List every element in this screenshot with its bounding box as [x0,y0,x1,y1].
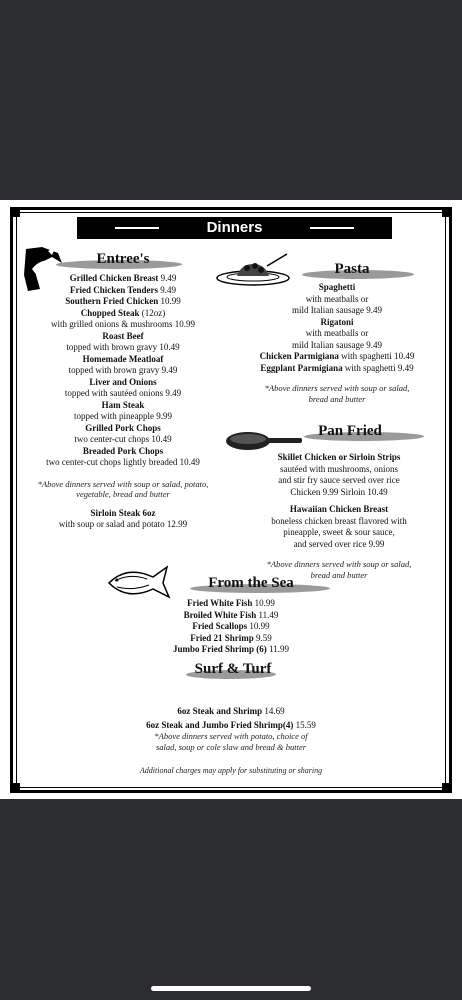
menu-item: Broiled White Fish 11.49 [183,609,279,620]
pasta-note: bread and butter [308,393,366,404]
menu-item: Ham Steak [101,399,145,410]
frame-corner [10,207,20,217]
menu-item-desc: two center-cut chops 10.49 [74,434,172,444]
menu-item: Liver and Onions [89,376,157,387]
frame-corner [442,207,452,217]
menu-item-desc: topped with sautéed onions 9.49 [64,388,182,398]
surf-turf-heading: Surf & Turf [194,660,272,677]
menu-item-desc: mild Italian sausage 9.49 [292,305,382,315]
pan-fried-heading: Pan Fried [318,423,382,439]
entrees-heading: Entree's [96,251,150,267]
footer-note: Additional charges may apply for substituting or sharing [139,766,323,775]
menu-item: Fried Chicken Tenders 9.49 [69,284,176,295]
entrees-note: *Above dinners served with soup or salad, potato, [37,478,209,489]
surf-turf-note: salad, soup or cole slaw and bread & butter [155,741,307,752]
menu-item-desc: sautéed with mushrooms, onions [280,463,398,474]
menu-item: Skillet Chicken or Sirloin Strips [277,452,401,462]
surf-turf-note: *Above dinners served with potato, choice of [154,731,308,741]
menu-item: Grilled Pork Chops [85,422,161,433]
menu-item: Spaghetti [318,282,356,292]
menu-item-desc: with meatballs or [305,293,369,304]
menu-item: Fried White Fish 10.99 [187,598,275,608]
menu-page [0,200,462,799]
footer [40,766,422,777]
menu-item: Eggplant Parmigiana with spaghetti 9.49 [260,362,414,373]
surf-turf-section [110,706,352,752]
pan-fried-note: *Above dinners served with soup or salad, [266,559,412,569]
menu-item-desc: with meatballs or [305,328,369,338]
pan-fried-section [234,420,444,580]
menu-item: Homemade Meatloaf [82,353,164,364]
menu-item-desc: two center-cut chops lightly breaded 10.49 [46,457,200,467]
menu-item-desc: pineapple, sweet & sour sauce, [283,527,395,537]
menu-item: Sirloin Steak 6oz [90,507,156,518]
title-rule-left [115,227,159,229]
menu-item-desc: mild Italian sausage 9.49 [292,339,382,350]
menu-item: Hawaiian Chicken Breast [289,504,389,514]
menu-item: Grilled Chicken Breast 9.49 [69,273,177,283]
menu-item-desc: and stir fry sauce served over rice [278,475,400,485]
pasta-section [232,258,442,404]
title-rule-right [310,227,354,229]
pan-fried-note: bread and butter [310,569,368,580]
menu-item: 6oz Steak and Jumbo Fried Shrimp(4) 15.59 [146,719,316,730]
menu-item-desc: topped with brown gravy 9.49 [68,365,178,375]
menu-item-desc: Chicken 9.99 Sirloin 10.49 [290,486,388,497]
menu-item-desc: topped with brown gravy 10.49 [66,342,180,352]
menu-item: Rigatoni [320,316,354,327]
from-the-sea-heading: From the Sea [208,575,294,591]
pasta-note: *Above dinners served with soup or salad, [264,383,410,393]
pasta-heading: Pasta [334,261,370,277]
menu-item-desc: boneless chicken breast flavored with [271,515,407,526]
menu-item: Chopped Steak (12oz) [80,307,166,318]
menu-item: Fried Scallops 10.99 [192,621,270,631]
frame-corner [442,783,452,793]
menu-item: 6oz Steak and Shrimp 14.69 [177,706,285,716]
menu-item: Breaded Pork Chops [82,445,164,456]
home-indicator[interactable] [151,986,311,991]
menu-item: Chicken Parmigiana with spaghetti 10.49 [259,351,415,361]
menu-item: Southern Fried Chicken 10.99 [65,296,181,306]
entrees-note: vegetable, bread and butter [76,489,170,499]
from-the-sea-section [120,572,342,682]
menu-item: Roast Beef [102,330,144,341]
menu-item-desc: with grilled onions & mushrooms 10.99 [51,319,195,329]
menu-item-desc: and served over rice 9.99 [293,538,385,549]
page-title: Dinners [206,219,263,236]
menu-item: Jumbo Fried Shrimp (6) 11.99 [173,644,289,654]
frame-corner [10,783,20,793]
menu-item: Fried 21 Shrimp 9.59 [190,632,272,643]
menu-item-desc: topped with pineapple 9.99 [74,411,172,421]
entrees-section [20,248,226,531]
page-title-bar [77,217,392,239]
menu-item-desc: with soup or salad and potato 12.99 [58,519,188,529]
